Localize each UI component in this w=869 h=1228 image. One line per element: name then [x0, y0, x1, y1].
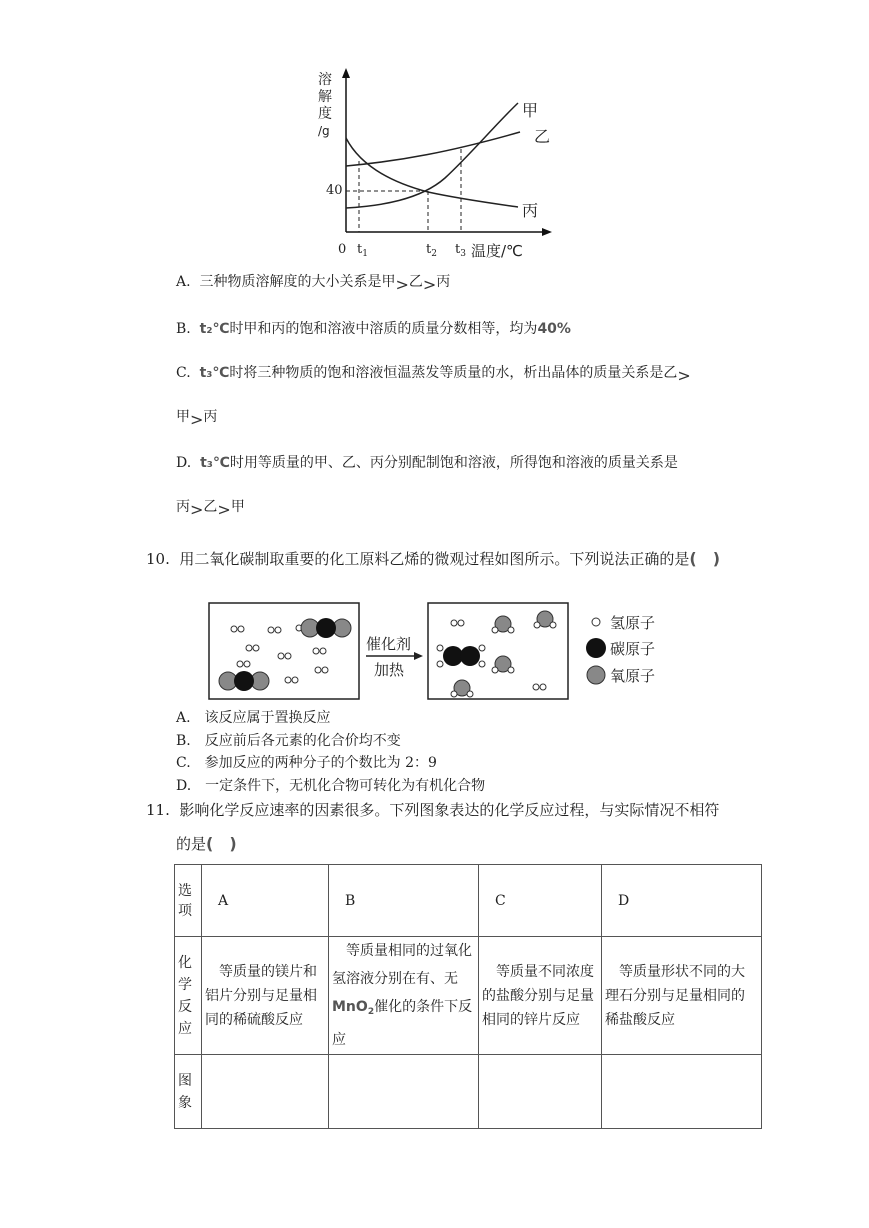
- q9-option-d-line2: 丙>乙>甲: [176, 499, 245, 519]
- solubility-figure: [310, 62, 570, 262]
- x-tick-t2: $t_2$: [426, 242, 437, 259]
- y-label-2: 解: [318, 89, 332, 105]
- q9-option-c: C. t₃℃时将三种物质的饱和溶液恒温蒸发等质量的水，析出晶体的质量关系是乙>: [176, 365, 691, 385]
- q10-option-d: D. 一定条件下，无机化合物可转化为有机化合物: [176, 778, 486, 794]
- reaction-d: 等质量形状不同的大理石分别与足量相同的稀盐酸反应: [602, 937, 762, 1055]
- label-bing: 丙: [522, 201, 539, 220]
- graph-d: [602, 1055, 762, 1129]
- co2-molecule-bottom: [219, 671, 269, 691]
- y-label-3: 度: [318, 106, 332, 122]
- y-axis-arrow: [342, 68, 350, 78]
- header-c: C: [479, 865, 602, 937]
- q9-option-d: D. t₃℃时用等质量的甲、乙、丙分别配制饱和溶液，所得饱和溶液的质量关系是: [176, 455, 678, 471]
- q10-option-c: C. 参加反应的两种分子的个数比为 2：9: [176, 755, 437, 771]
- co2-molecule-top: [301, 618, 351, 638]
- arrow-label-bottom: 加热: [374, 661, 405, 679]
- legend-carbon: 碳原子: [610, 640, 656, 658]
- table-row-reactions: [175, 937, 762, 1055]
- q10-option-b: B. 反应前后各元素的化合价均不变: [176, 733, 401, 749]
- q11-table: [174, 864, 762, 1129]
- x-tick-t3: $t_3$: [455, 242, 466, 259]
- label-jia: 甲: [522, 101, 539, 120]
- q10-stem: 10. 用二氧化碳制取重要的化工原料乙烯的微观过程如图所示。下列说法正确的是( ): [146, 549, 721, 568]
- legend-hydrogen: 氢原子: [610, 614, 656, 632]
- x-tick-t1: $t_1$: [357, 242, 368, 259]
- legend-carbon-icon: [586, 638, 606, 658]
- label-yi: 乙: [534, 127, 551, 146]
- y-label-4: /g: [318, 124, 330, 138]
- x-axis-label: 温度/℃: [471, 242, 523, 260]
- header-d: D: [602, 865, 762, 937]
- row-label-reaction: 化学反应: [175, 937, 202, 1055]
- graph-c: [479, 1055, 602, 1129]
- y-axis-label: [318, 72, 332, 140]
- curve-bing: [346, 138, 518, 207]
- table-row-graphs: [175, 1055, 762, 1129]
- graph-a: [202, 1055, 329, 1129]
- reaction-c: 等质量不同浓度的盐酸分别与足量相同的锌片反应: [479, 937, 602, 1055]
- row-label-options: 选项: [175, 865, 202, 937]
- legend-hydrogen-icon: [592, 618, 600, 626]
- arrow-label-top: 催化剂: [366, 635, 412, 653]
- row-label-graph: 图象: [175, 1055, 202, 1129]
- header-b: B: [329, 865, 479, 937]
- graph-b: [329, 1055, 479, 1129]
- legend-oxygen-icon: [587, 666, 605, 684]
- reaction-a: 等质量的镁片和铝片分别与足量相同的稀硫酸反应: [202, 937, 329, 1055]
- q11-stem: 11. 影响化学反应速率的因素很多。下列图象表达的化学反应过程，与实际情况不相符: [146, 801, 720, 819]
- table-row-options: [175, 865, 762, 937]
- molecule-diagram: [206, 598, 676, 704]
- y-tick-40: 40: [326, 183, 343, 198]
- origin-label: 0: [338, 242, 347, 257]
- q9-option-c-line2: 甲>丙: [176, 409, 218, 429]
- legend-oxygen: 氧原子: [610, 667, 656, 685]
- curve-yi: [346, 132, 520, 166]
- q11-stem-line2: 的是( ): [176, 834, 237, 853]
- q9-option-b: B. t₂℃时甲和丙的饱和溶液中溶质的质量分数相等，均为40%: [176, 321, 571, 337]
- q10-option-a: A. 该反应属于置换反应: [176, 710, 331, 726]
- q9-option-a: A. 三种物质溶解度的大小关系是甲>乙>丙: [176, 274, 451, 294]
- reaction-b: 等质量相同的过氧化氢溶液分别在有、无MnO$_2$催化的条件下反应: [329, 937, 479, 1055]
- header-a: A: [202, 865, 329, 937]
- x-axis-arrow: [542, 228, 552, 236]
- y-label-1: 溶: [318, 72, 332, 88]
